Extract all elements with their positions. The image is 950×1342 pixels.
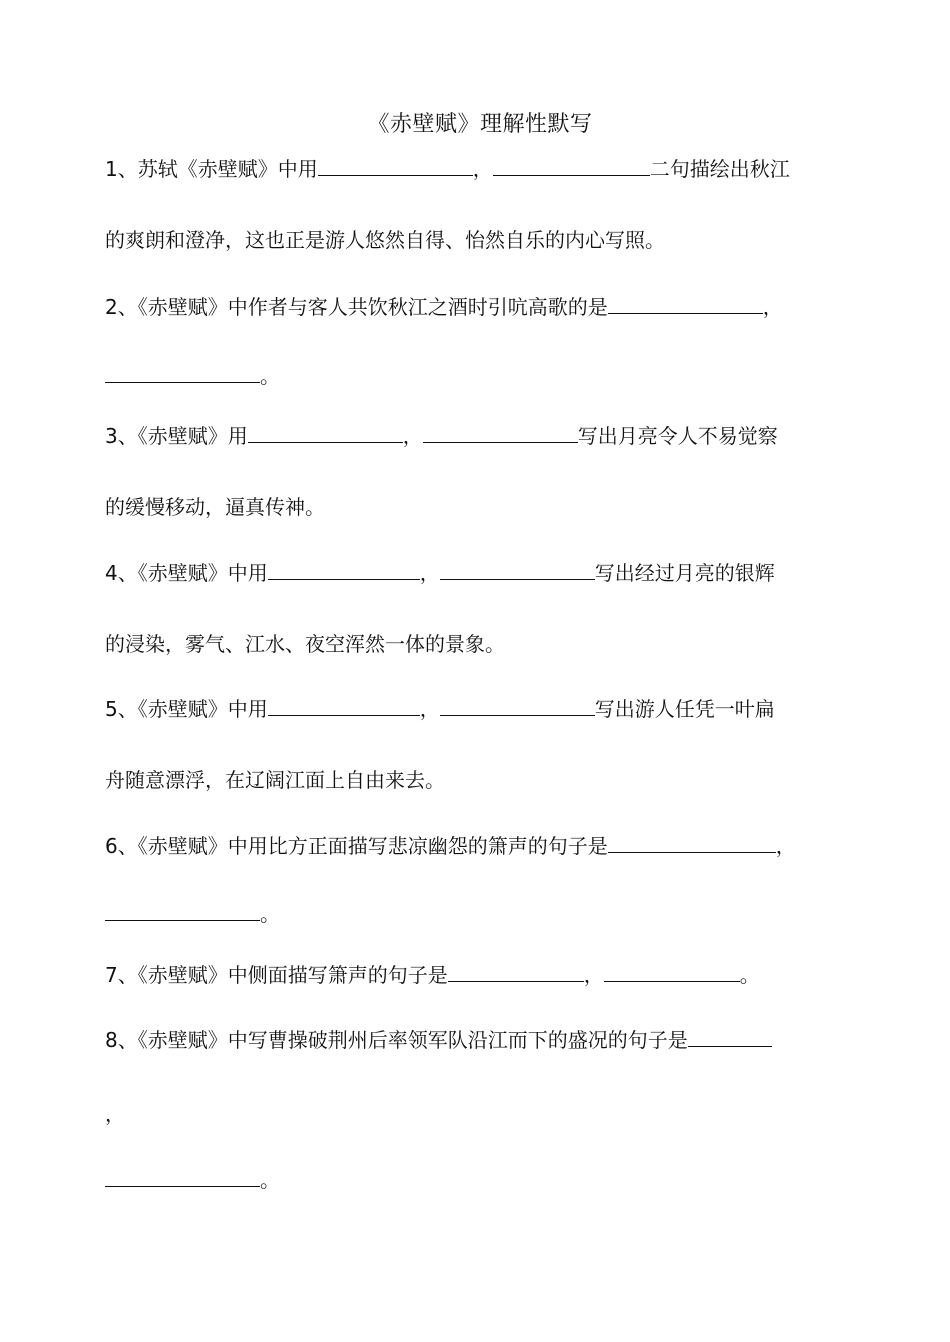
- question-7-separator: ，: [583, 963, 604, 987]
- question-6-blank-1[interactable]: [608, 830, 776, 853]
- question-7-end: 。: [739, 963, 760, 987]
- question-8-blank-2[interactable]: [105, 1164, 260, 1187]
- question-6-separator: ，: [775, 834, 796, 858]
- question-8-line-3: [105, 1163, 850, 1197]
- question-1-prompt-tail: 二句描绘出秋江: [649, 157, 790, 181]
- question-6-line-2: [105, 897, 850, 931]
- question-1-line-2: [105, 223, 850, 257]
- question-6-prompt: 6、《赤壁赋》中用比方正面描写悲凉幽怨的箫声的句子是: [105, 834, 608, 858]
- question-3-blank-1[interactable]: [248, 420, 403, 443]
- question-1-prompt: 1、苏轼《赤壁赋》中用: [105, 157, 318, 181]
- question-8-line-1: [105, 1023, 850, 1057]
- question-1-separator: ，: [472, 157, 493, 181]
- question-2-prompt: 2、《赤壁赋》中作者与客人共饮秋江之酒时引吭高歌的是: [105, 295, 608, 319]
- question-6-end: 。: [260, 902, 280, 926]
- question-5-line-2: [105, 763, 850, 797]
- question-1-blank-1[interactable]: [318, 153, 473, 176]
- question-2-separator: ，: [762, 295, 783, 319]
- question-5-separator: ，: [419, 697, 440, 721]
- question-8-blank-1[interactable]: [688, 1024, 772, 1047]
- question-3-continuation: 的缓慢移动，逼真传神。: [105, 495, 325, 519]
- question-4-blank-2[interactable]: [440, 557, 595, 580]
- question-4-continuation: 的浸染，雾气、江水、夜空浑然一体的景象。: [105, 632, 505, 656]
- question-4-line-1: [105, 556, 850, 590]
- page-title: 《赤壁赋》理解性默写: [367, 112, 593, 137]
- question-4-prompt-tail: 写出经过月亮的银辉: [594, 561, 775, 585]
- question-4-line-2: [105, 627, 850, 661]
- question-3-separator: ，: [402, 424, 423, 448]
- question-7-line-1: [105, 958, 850, 992]
- question-5-prompt-tail: 写出游人任凭一叶扁: [594, 697, 775, 721]
- question-6-blank-2[interactable]: [105, 898, 260, 921]
- question-2-blank-2[interactable]: [105, 360, 260, 383]
- question-1-continuation: 的爽朗和澄净，这也正是游人悠然自得、怡然自乐的内心写照。: [105, 228, 665, 252]
- question-5-prompt: 5、《赤壁赋》中用: [105, 697, 268, 721]
- question-7-prompt: 7、《赤壁赋》中侧面描写箫声的句子是: [105, 963, 448, 987]
- question-5-blank-1[interactable]: [268, 693, 420, 716]
- question-2-line-1: [105, 290, 850, 324]
- question-5-continuation: 舟随意漂浮，在辽阔江面上自由来去。: [105, 768, 445, 792]
- question-3-blank-2[interactable]: [423, 420, 578, 443]
- question-8-prompt: 8、《赤壁赋》中写曹操破荆州后率领军队沿江而下的盛况的句子是: [105, 1028, 688, 1052]
- question-7-blank-2[interactable]: [604, 959, 740, 982]
- question-4-blank-1[interactable]: [268, 557, 420, 580]
- question-2-end: 。: [260, 364, 280, 388]
- question-8-line-2: [105, 1097, 850, 1131]
- question-6-line-1: [105, 829, 850, 863]
- question-3-line-2: [105, 490, 850, 524]
- question-4-separator: ，: [419, 561, 440, 585]
- question-1-line-1: [105, 152, 850, 186]
- question-3-prompt-tail: 写出月亮令人不易觉察: [577, 424, 778, 448]
- question-8-separator: ，: [105, 1102, 125, 1126]
- question-7-blank-1[interactable]: [448, 959, 584, 982]
- question-1-blank-2[interactable]: [493, 153, 650, 176]
- question-4-prompt: 4、《赤壁赋》中用: [105, 561, 268, 585]
- question-3-line-1: [105, 419, 850, 453]
- question-2-blank-1[interactable]: [608, 291, 763, 314]
- question-8-end: 。: [260, 1168, 280, 1192]
- question-5-line-1: [105, 692, 850, 726]
- question-5-blank-2[interactable]: [440, 693, 595, 716]
- question-2-line-2: [105, 359, 850, 393]
- question-3-prompt: 3、《赤壁赋》用: [105, 424, 248, 448]
